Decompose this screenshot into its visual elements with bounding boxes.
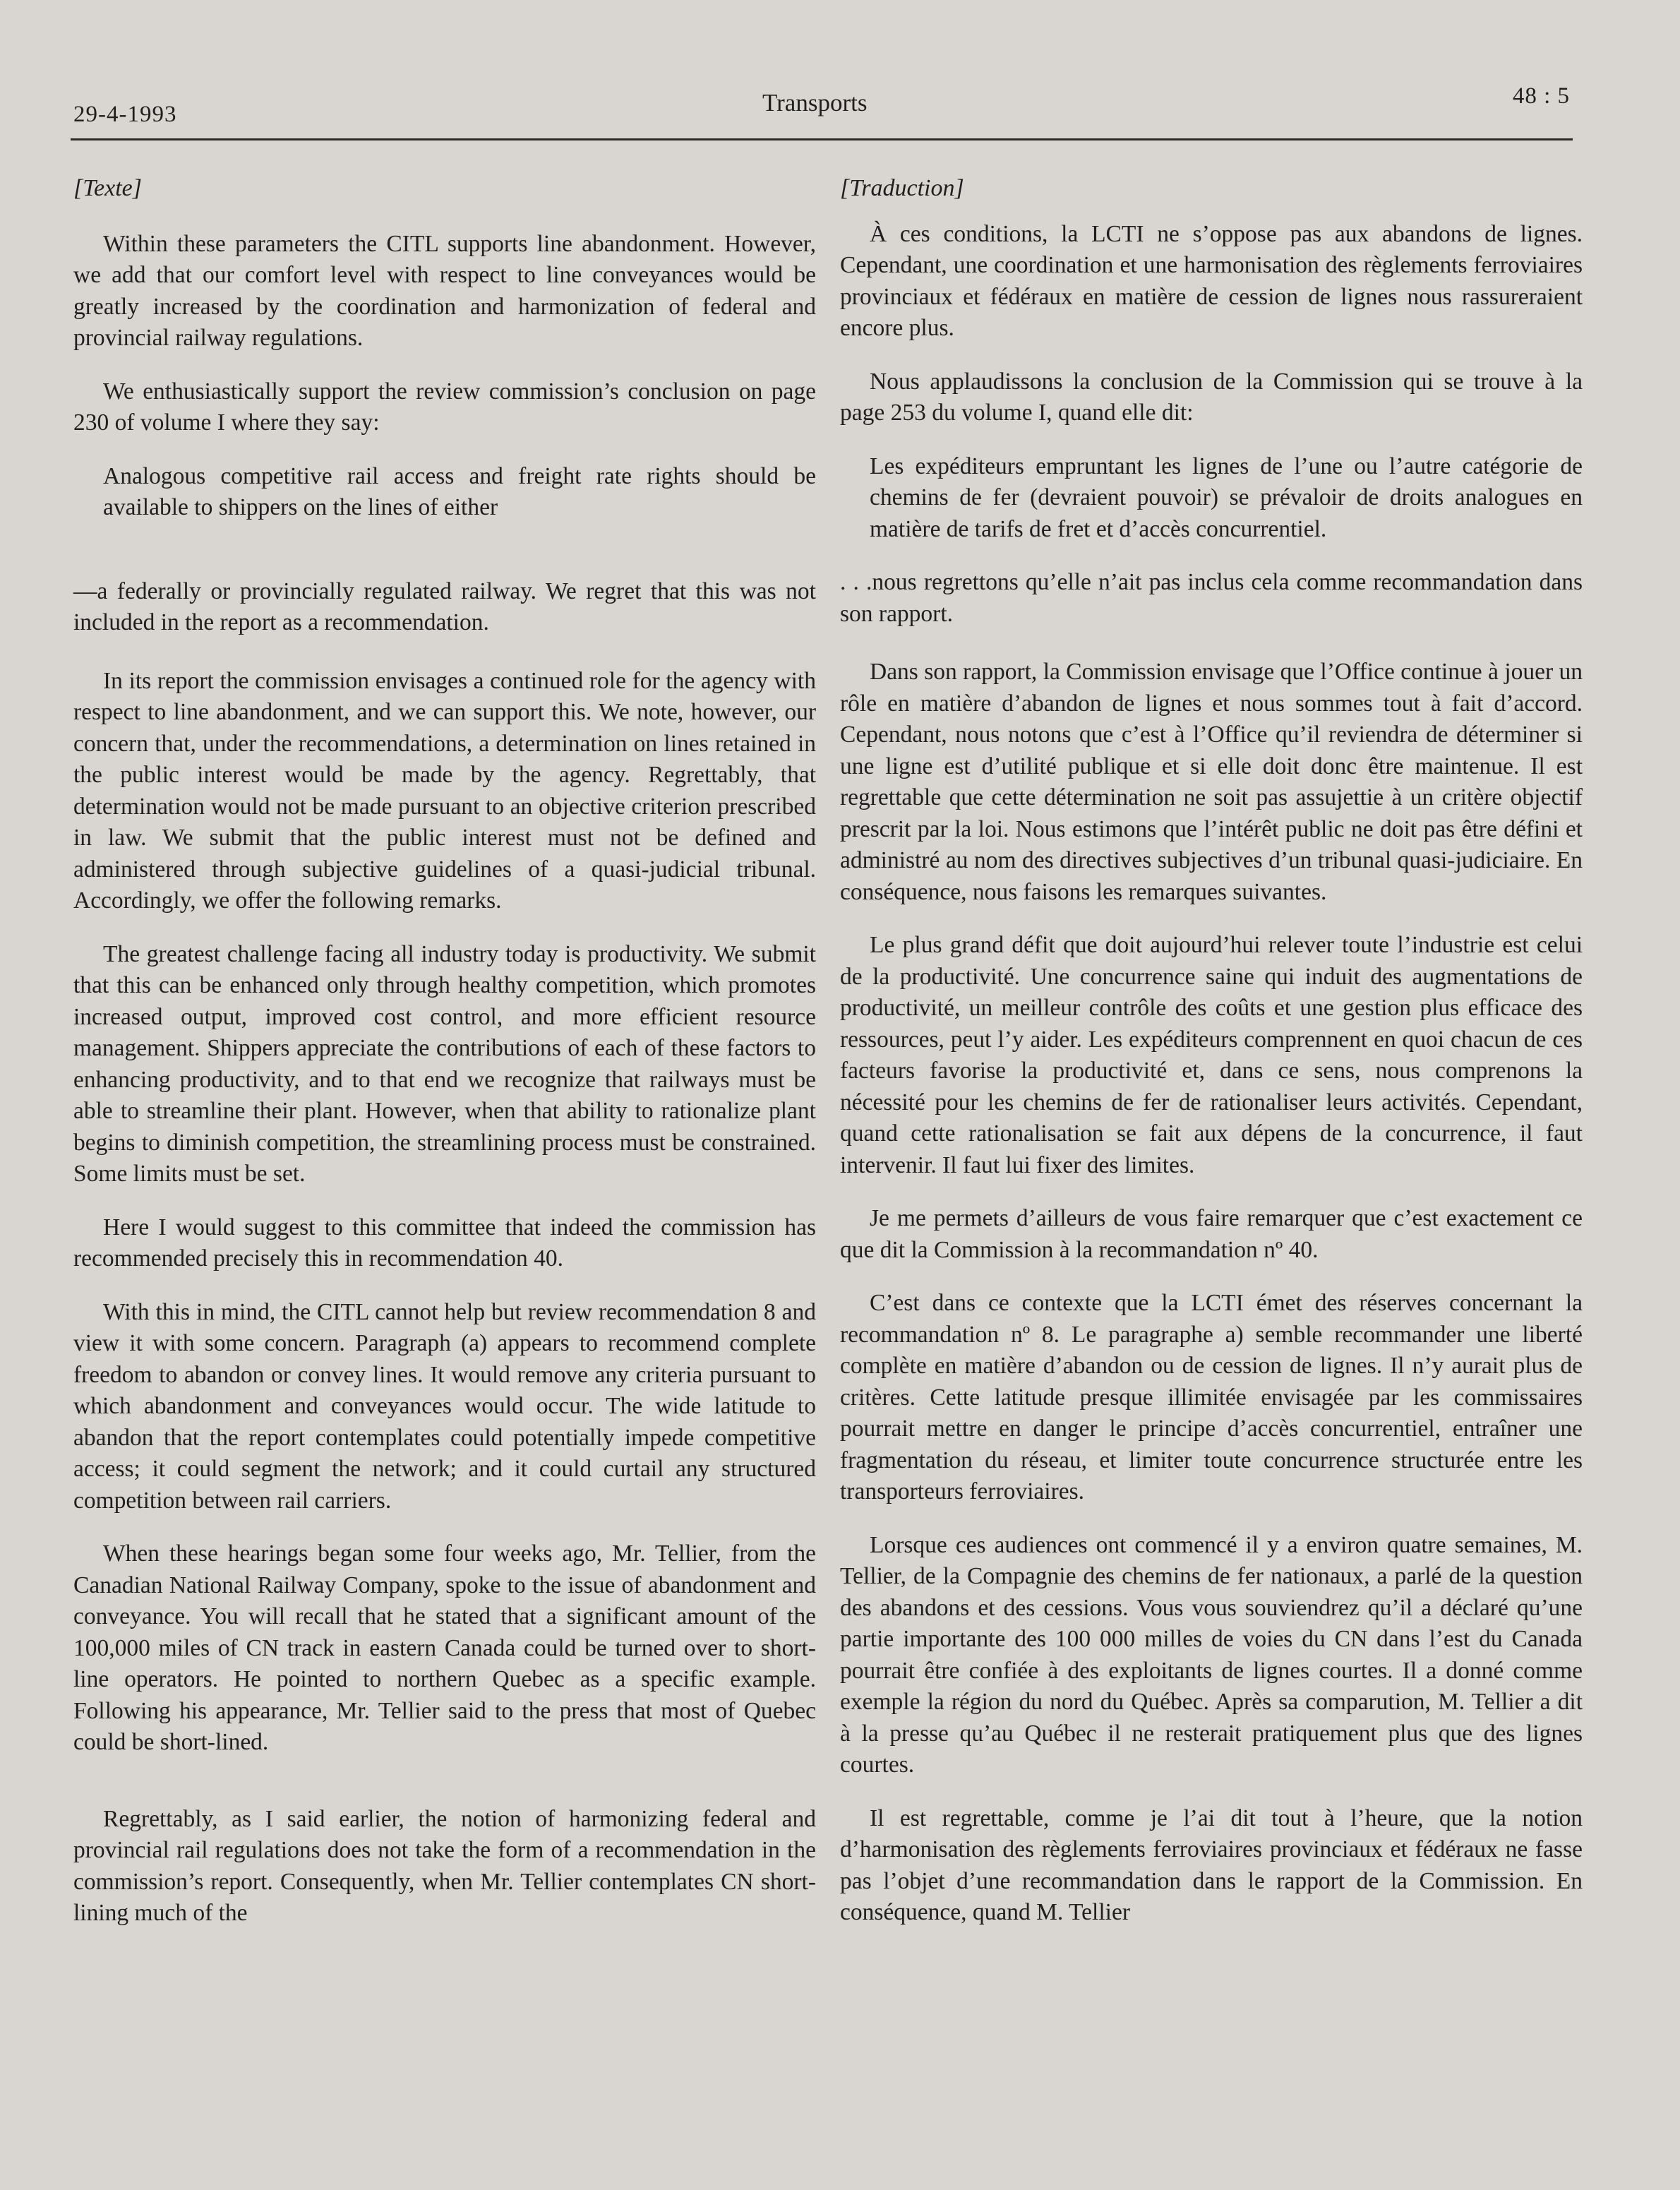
paragraph: Here I would suggest to this committee that indeed the commission has recommended precisely this in recommendation 40.: [73, 1214, 816, 1271]
paragraph: Le plus grand défit que doit aujourd’hui relever toute l’industrie est celui de la productivité. Une concurrence saine qui induit des augmentations de productivité, un meilleur contrôle des coûts et une gestion plus efficace des ressources, peut l’y aider. Les expéditeurs comprennent en quoi chacun de ces facteurs favorise la productivité et, dans ce sens, nous comprenons la nécessité pour les chemins de fer de rationaliser leurs activités. Cependant, quand cette rationalisation se fait aux dépens de la concurrence, il faut intervenir. Il faut lui fixer des limites.: [840, 932, 1583, 1178]
paragraph: We enthusiastically support the review commission’s conclusion on page 230 of volume I where they say:: [73, 378, 816, 436]
paragraph: —a federally or provincially regulated railway. We regret that this was not included in the report as a recommendation.: [73, 578, 816, 635]
header-title: Transports: [762, 89, 868, 116]
block-quote: Analogous competitive rail access and freight rate rights should be available to shippers on the lines of either: [103, 462, 816, 520]
header-page-number: 48 : 5: [1512, 83, 1570, 109]
block-quote: Les expéditeurs empruntant les lignes de l’une ou l’autre catégorie de chemins de fer (devraient pouvoir) se prévaloir de droits analogues en matière de tarifs de fret et d’accès concurrentiel.: [870, 453, 1583, 542]
paragraph: The greatest challenge facing all industry today is productivity. We submit that this can be enhanced only through healthy competition, which promotes increased output, improved cost control, and more efficient resource management. Shippers appreciate the contributions of each of these factors to enhancing productivity, and to that end we recognize that railways must be able to streamline their plant. However, when that ability to rationalize plant begins to diminish competition, the streamlining process must be constrained. Some limits must be set.: [73, 940, 816, 1187]
paragraph: Within these parameters the CITL supports line abandonment. However, we add that our comfort level with respect to line conveyances would be greatly increased by the coordination and harmonization of federal and provincial railway regulations.: [73, 230, 816, 351]
paragraph: À ces conditions, la LCTI ne s’oppose pas aux abandons de lignes. Cependant, une coordination et une harmonisation des règlements ferroviaires provinciaux et fédéraux en matière de cession de lignes nous rassureraient encore plus.: [840, 220, 1583, 341]
paragraph: With this in mind, the CITL cannot help but review recommendation 8 and view it with some concern. Paragraph (a) appears to recommend complete freedom to abandon or convey lines. It would remove any criteria pursuant to which abandonment and conveyances would occur. The wide latitude to abandon that the report contemplates could potentially impede competitive access; it could segment the network; and it could curtail any structured competition between rail carriers.: [73, 1298, 816, 1514]
paragraph: When these hearings began some four weeks ago, Mr. Tellier, from the Canadian National Railway Company, spoke to the issue of abandonment and conveyance. You will recall that he stated that a significant amount of the 100,000 miles of CN track in eastern Canada could be turned over to short-line operators. He pointed to northern Quebec as a specific example. Following his appearance, Mr. Tellier said to the press that most of Quebec could be short-lined.: [73, 1540, 816, 1755]
paragraph: In its report the commission envisages a continued role for the agency with respect to line abandonment, and we can support this. We note, however, our concern that, under the recommendations, a determination on lines retained in the public interest would be made by the agency. Regrettably, that determination would not be made pursuant to an objective criterion prescribed in law. We submit that the public interest must not be defined and administered through subjective guidelines of a quasi-judicial tribunal. Accordingly, we offer the following remarks.: [73, 667, 816, 914]
paragraph: . . .nous regrettons qu’elle n’ait pas inclus cela comme recommandation dans son rapport.: [840, 569, 1583, 627]
column-label-traduction: [Traduction]: [840, 175, 964, 201]
paragraph: Lorsque ces audiences ont commencé il y a environ quatre semaines, M. Tellier, de la Compagnie des chemins de fer nationaux, a parlé de la question des abandons et des cessions. Vous vous souviendrez qu’il a déclaré qu’une partie importante des 100 000 milles de voies du CN dans l’est du Canada pourrait être confiée à des exploitants de lignes courtes. Il a donné comme exemple la région du nord du Québec. Après sa comparution, M. Tellier a dit à la presse qu’au Québec il ne resterait pratiquement plus que des lignes courtes.: [840, 1531, 1583, 1778]
paragraph: Il est regrettable, comme je l’ai dit tout à l’heure, que la notion d’harmonisation des règlements ferroviaires provinciaux et fédéraux ne fasse pas l’objet d’une recommandation dans le rapport de la Commission. En conséquence, quand M. Tellier: [840, 1805, 1583, 1925]
page-header: [71, 83, 1573, 140]
paragraph: C’est dans ce contexte que la LCTI émet des réserves concernant la recommandation nº 8. Le paragraphe a) semble recommander une liberté complète en matière d’abandon ou de cession de lignes. Il n’y aurait plus de critères. Cette latitude presque illimitée envisagée par les commissaires pourrait mettre en danger le principe d’accès concurrentiel, entraîner une fragmentation du réseau, et limiter toute concurrence structurée entre les transporteurs ferroviaires.: [840, 1290, 1583, 1504]
english-column: [73, 173, 816, 1951]
french-column: [840, 173, 1583, 1951]
column-label-texte: [Texte]: [73, 175, 142, 201]
paragraph: Dans son rapport, la Commission envisage que l’Office continue à jouer un rôle en matière d’abandon de lignes et nous sommes tout à fait d’accord. Cependant, nous notons que c’est à l’Office qu’il reviendra de déterminer si une ligne est d’utilité publique et si elle doit donc être maintenue. Il est regrettable que cette détermination ne soit pas assujettie à un critère objectif prescrit par la loi. Nous estimons que l’intérêt public ne doit pas être défini et administré au nom des directives subjectives d’un tribunal quasi-judiciaire. En conséquence, nous faisons les remarques suivantes.: [840, 659, 1583, 905]
paragraph: Regrettably, as I said earlier, the notion of harmonizing federal and provincial rail regulations does not take the form of a recommendation in the commission’s report. Consequently, when Mr. Tellier contemplates CN short-lining much of the: [73, 1805, 816, 1926]
paragraph: Je me permets d’ailleurs de vous faire remarquer que c’est exactement ce que dit la Commission à la recommandation nº 40.: [840, 1205, 1583, 1263]
header-date: 29-4-1993: [73, 102, 177, 127]
paragraph: Nous applaudissons la conclusion de la Commission qui se trouve à la page 253 du volume I, quand elle dit:: [840, 368, 1583, 426]
